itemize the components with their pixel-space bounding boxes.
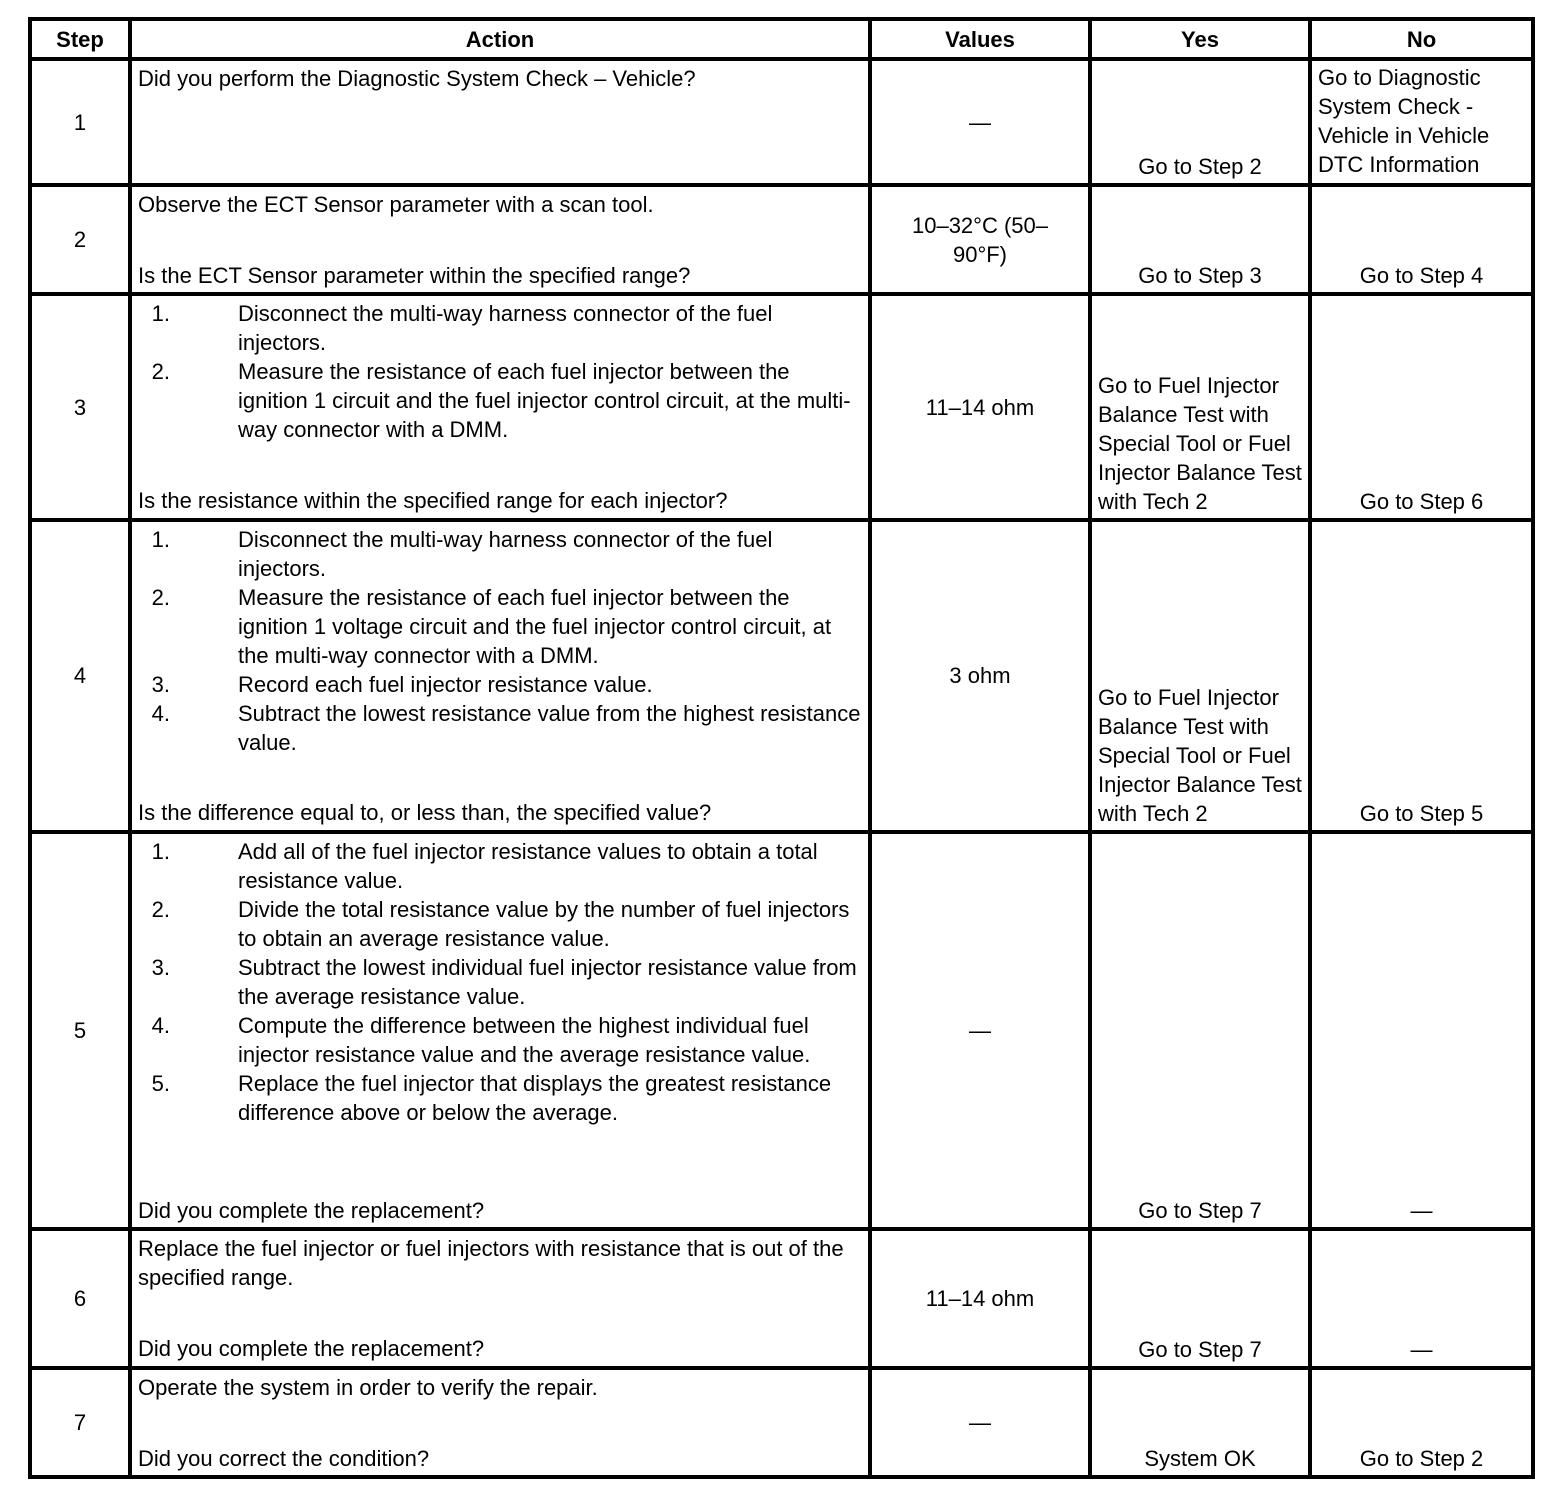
no-cell: Go to Step 4 bbox=[1310, 185, 1533, 294]
step-number: 2 bbox=[30, 185, 130, 294]
yes-cell: System OK bbox=[1090, 1368, 1310, 1477]
yes-cell: Go to Fuel Injector Balance Test with Special Tool or Fuel Injector Balance Test with Tech 2 bbox=[1090, 294, 1310, 519]
action-question: Did you correct the condition? bbox=[138, 1445, 430, 1471]
list-item: 4. Compute the difference between the highest individual fuel injector resistance value and the average resistance value. bbox=[151, 1012, 811, 1067]
no-cell: Go to Step 6 bbox=[1310, 294, 1533, 519]
action-question: Did you complete the replacement? bbox=[138, 1336, 485, 1362]
list-item: 3. Subtract the lowest individual fuel injector resistance value from the average resistance value. bbox=[151, 954, 857, 1009]
action-cell bbox=[130, 59, 870, 185]
list-item: 3. Record each fuel injector resistance value. bbox=[151, 671, 653, 697]
header-row bbox=[30, 19, 1533, 59]
action-cell bbox=[130, 1229, 870, 1367]
table-row bbox=[30, 520, 1533, 832]
action-cell bbox=[130, 832, 870, 1230]
no-cell: Go to Diagnostic System Check - Vehicle in Vehicle DTC Information bbox=[1310, 59, 1533, 185]
value-cell: 3 ohm bbox=[870, 520, 1090, 832]
action-question: Is the ECT Sensor parameter within the specified range? bbox=[138, 263, 691, 289]
value-cell: 10–32°C (50–90°F) bbox=[870, 185, 1090, 294]
table-row bbox=[30, 832, 1533, 1230]
yes-cell: Go to Step 7 bbox=[1090, 1229, 1310, 1367]
value-cell: 11–14 ohm bbox=[870, 294, 1090, 519]
action-text: Observe the ECT Sensor parameter with a scan tool. bbox=[138, 192, 654, 218]
no-cell: — bbox=[1310, 1229, 1533, 1367]
action-steps bbox=[138, 299, 862, 444]
list-item: 1. Add all of the fuel injector resistance values to obtain a total resistance value. bbox=[151, 838, 818, 893]
table-row bbox=[30, 1229, 1533, 1367]
list-item: 2. Measure the resistance of each fuel injector between the ignition 1 circuit and the fuel injector control circuit, at the multi-way connector with a DMM. bbox=[151, 359, 851, 443]
table-row bbox=[30, 294, 1533, 519]
list-item: 5. Replace the fuel injector that displays the greatest resistance difference above or below the average. bbox=[151, 1070, 832, 1125]
value-cell: — bbox=[870, 59, 1090, 185]
action-cell bbox=[130, 294, 870, 519]
header-no: No bbox=[1310, 19, 1533, 59]
list-item: 4. Subtract the lowest resistance value from the highest resistance value. bbox=[151, 700, 861, 755]
no-cell: Go to Step 2 bbox=[1310, 1368, 1533, 1477]
value-cell: — bbox=[870, 1368, 1090, 1477]
table-row bbox=[30, 59, 1533, 185]
header-action: Action bbox=[130, 19, 870, 59]
table-row bbox=[30, 185, 1533, 294]
action-question: Is the difference equal to, or less than, the specified value? bbox=[138, 799, 712, 825]
no-cell: — bbox=[1310, 832, 1533, 1230]
action-cell bbox=[130, 1368, 870, 1477]
no-cell: Go to Step 5 bbox=[1310, 520, 1533, 832]
step-number: 5 bbox=[30, 832, 130, 1230]
action-steps bbox=[138, 525, 862, 757]
action-question: Is the resistance within the specified range for each injector? bbox=[138, 488, 728, 514]
header-values: Values bbox=[870, 19, 1090, 59]
step-number: 4 bbox=[30, 520, 130, 832]
action-steps bbox=[138, 837, 862, 1127]
header-yes: Yes bbox=[1090, 19, 1310, 59]
yes-cell: Go to Step 3 bbox=[1090, 185, 1310, 294]
list-item: 2. Measure the resistance of each fuel injector between the ignition 1 voltage circuit and the fuel injector control circuit, at the multi-way connector with a DMM. bbox=[151, 584, 832, 668]
table-row bbox=[30, 1368, 1533, 1477]
action-text: Did you perform the Diagnostic System Check – Vehicle? bbox=[138, 66, 696, 91]
yes-cell: Go to Step 2 bbox=[1090, 59, 1310, 185]
yes-cell: Go to Step 7 bbox=[1090, 832, 1310, 1230]
list-item: 1. Disconnect the multi-way harness connector of the fuel injectors. bbox=[151, 301, 773, 356]
value-cell: 11–14 ohm bbox=[870, 1229, 1090, 1367]
action-cell bbox=[130, 185, 870, 294]
value-cell: — bbox=[870, 832, 1090, 1230]
action-text: Replace the fuel injector or fuel injectors with resistance that is out of the specified range. bbox=[138, 1236, 844, 1291]
diagnostic-table bbox=[28, 17, 1535, 1479]
action-text: Operate the system in order to verify the repair. bbox=[138, 1374, 598, 1400]
yes-cell: Go to Fuel Injector Balance Test with Special Tool or Fuel Injector Balance Test with Tech 2 bbox=[1090, 520, 1310, 832]
action-cell bbox=[130, 520, 870, 832]
step-number: 3 bbox=[30, 294, 130, 519]
step-number: 7 bbox=[30, 1368, 130, 1477]
step-number: 6 bbox=[30, 1229, 130, 1367]
action-question: Did you complete the replacement? bbox=[138, 1197, 485, 1223]
header-step: Step bbox=[30, 19, 130, 59]
list-item: 1. Disconnect the multi-way harness connector of the fuel injectors. bbox=[151, 526, 773, 581]
step-number: 1 bbox=[30, 59, 130, 185]
list-item: 2. Divide the total resistance value by the number of fuel injectors to obtain an average resistance value. bbox=[151, 896, 850, 951]
